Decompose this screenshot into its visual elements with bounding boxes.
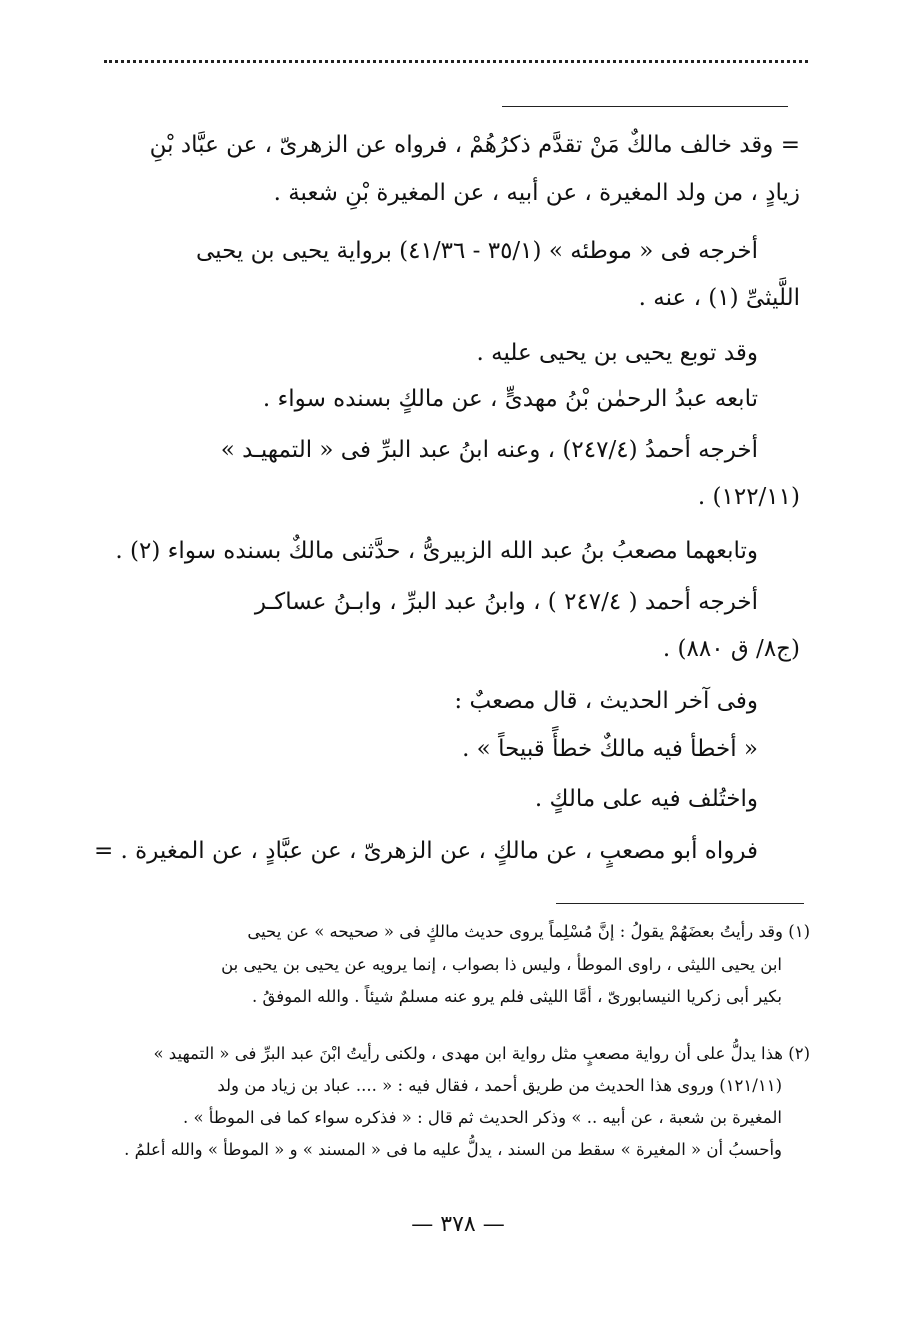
text-line: أخرجه أحمد ( ٢٤٧/٤ ) ، وابنُ عبد البرِّ ، وابـنُ عساكـر bbox=[254, 589, 758, 615]
footnote-line: بكير أبى زكريا النيسابورىّ ، أمَّا الليثى فلم يرو عنه مسلمٌ شيئاً . والله الموفقُ . bbox=[252, 987, 782, 1006]
text-line: أخرجه فى « موطئه » (٣٥/١ - ٤١/٣٦) برواية يحيى بن يحيى bbox=[195, 238, 758, 264]
text-line: اللَّيثىِّ (١) ، عنه . bbox=[638, 285, 800, 311]
text-line: وقد توبع يحيى بن يحيى عليه . bbox=[476, 340, 758, 366]
text-line: زيادٍ ، من ولد المغيرة ، عن أبيه ، عن المغيرة بْنِ شعبة . bbox=[273, 180, 800, 206]
footnote-rule bbox=[556, 903, 804, 904]
text-line: وفى آخر الحديث ، قال مصعبٌ : bbox=[454, 688, 758, 714]
footnote-line: (١٢١/١١) وروى هذا الحديث من طريق أحمد ، فقال فيه : « .... عباد بن زياد من ولد bbox=[217, 1076, 782, 1095]
text-line: أخرجه أحمدُ (٢٤٧/٤) ، وعنه ابنُ عبد البرِّ فى « التمهيـد » bbox=[220, 437, 758, 463]
footnote-line: (١) وقد رأيتُ بعضَهُمْ يقولُ : إنَّ مُسْلِماً يروى حديث مالكٍ فى « صحيحه » عن يحيى bbox=[247, 922, 810, 941]
text-line: واختُلف فيه على مالكٍ . bbox=[534, 786, 758, 812]
text-line: فرواه أبو مصعبٍ ، عن مالكٍ ، عن الزهرىّ ، عن عبَّادٍ ، عن المغيرة . = bbox=[93, 838, 758, 864]
footnote-line: (٢) هذا يدلُّ على أن رواية مصعبٍ مثل رواية ابن مهدى ، ولكنى رأيتُ ابْنَ عبد البرِّ فى « التمهيد » bbox=[153, 1044, 810, 1063]
footnote-line: ابن يحيى الليثى ، راوى الموطأ ، وليس ذا بصواب ، إنما يرويه عن يحيى بن يحيى بن bbox=[221, 955, 782, 974]
footnote-line: وأحسبُ أن « المغيرة » سقط من السند ، يدلُّ عليه ما فى « المسند » و « الموطأ » والله أعلمُ . bbox=[124, 1140, 782, 1159]
page-number: — ٣٧٨ — bbox=[411, 1212, 505, 1237]
text-line: وتابعهما مصعبُ بنُ عبد الله الزبيرىُّ ، حدَّثنى مالكٌ بسنده سواء (٢) . bbox=[115, 538, 758, 564]
section-rule bbox=[502, 106, 788, 107]
text-line: (١٢٢/١١) . bbox=[697, 484, 800, 510]
text-line: « أخطأ فيه مالكٌ خطأً قبيحاً » . bbox=[462, 736, 758, 762]
footnote-line: المغيرة بن شعبة ، عن أبيه .. » وذكر الحديث ثم قال : « فذكره سواء كما فى الموطأ » . bbox=[182, 1108, 782, 1127]
text-line: (ج٨/ ق ٨٨٠) . bbox=[662, 636, 800, 662]
text-line: = وقد خالف مالكٌ مَنْ تقدَّم ذكرُهُمْ ، فرواه عن الزهرىّ ، عن عبَّاد بْنِ bbox=[149, 132, 800, 158]
text-line: تابعه عبدُ الرحمٰن بْنُ مهدىٍّ ، عن مالكٍ بسنده سواء . bbox=[262, 386, 758, 412]
header-dotted-rule bbox=[104, 60, 808, 63]
